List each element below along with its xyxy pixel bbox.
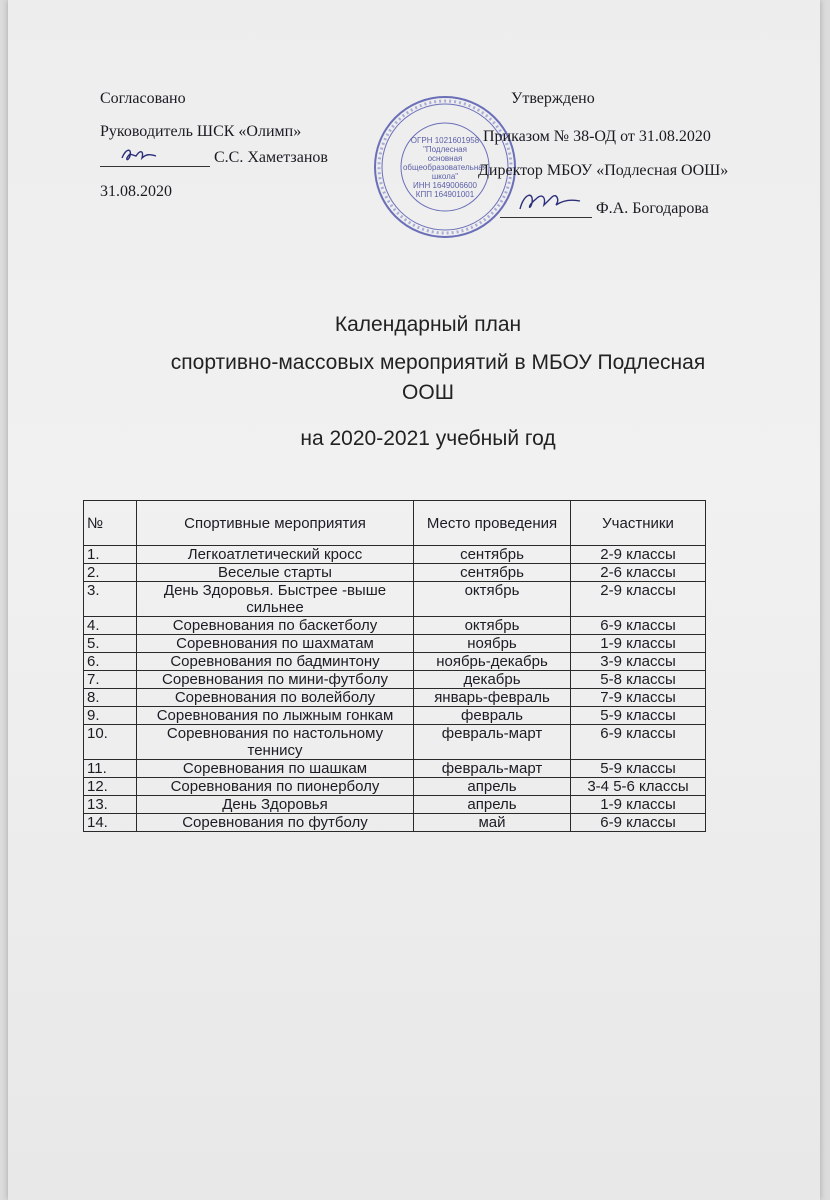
signature-icon (500, 189, 592, 215)
row-event: Соревнования по шашкам (137, 760, 414, 778)
table-row (84, 760, 706, 778)
row-num: 11. (84, 760, 137, 778)
row-participants: 7-9 классы (571, 689, 706, 707)
director-signature-row (500, 199, 709, 218)
table-row (84, 796, 706, 814)
row-place: сентябрь (414, 564, 571, 582)
row-event: Соревнования по футболу (137, 814, 414, 832)
row-place: октябрь (414, 617, 571, 635)
row-place: май (414, 814, 571, 832)
table-row (84, 564, 706, 582)
table-row (84, 653, 706, 671)
row-participants: 6-9 классы (571, 725, 706, 760)
title-line-2: спортивно-массовых мероприятий в МБОУ Подлесная (170, 351, 706, 374)
document-page (8, 0, 820, 1200)
row-num: 5. (84, 635, 137, 653)
row-participants: 1-9 классы (571, 635, 706, 653)
row-num: 3. (84, 582, 137, 617)
row-participants: 1-9 классы (571, 796, 706, 814)
col-place-header: Место проведения (414, 501, 571, 546)
col-event-header: Спортивные мероприятия (137, 501, 414, 546)
row-place: февраль-март (414, 760, 571, 778)
row-place: ноябрь (414, 635, 571, 653)
row-place: апрель (414, 796, 571, 814)
row-num: 10. (84, 725, 137, 760)
seal-line: ИНН 1649006600 (412, 180, 478, 190)
row-place: сентябрь (414, 546, 571, 564)
row-event: Соревнования по волейболу (137, 689, 414, 707)
row-place: апрель (414, 778, 571, 796)
title-line-1: Календарный план (334, 313, 522, 336)
approved-label: Утверждено (511, 90, 595, 107)
seal-line: школа" (431, 171, 459, 181)
title-line-3: ООШ (402, 381, 454, 404)
row-event: Соревнования по бадминтону (137, 653, 414, 671)
table-body (84, 546, 706, 832)
row-event: Соревнования по баскетболу (137, 617, 414, 635)
row-num: 9. (84, 707, 137, 725)
row-num: 1. (84, 546, 137, 564)
row-place: февраль (414, 707, 571, 725)
row-num: 6. (84, 653, 137, 671)
seal-line: КПП 164901001 (415, 189, 475, 199)
col-participants-header: Участники (571, 501, 706, 546)
row-num: 7. (84, 671, 137, 689)
table-row (84, 635, 706, 653)
seal-line: общеобразовательная (402, 162, 488, 172)
head-name: С.С. Хаметзанов (214, 149, 328, 166)
seal-line: ОГРН 1021601958 (410, 135, 480, 145)
row-participants: 2-9 классы (571, 582, 706, 617)
row-num: 4. (84, 617, 137, 635)
table-row (84, 582, 706, 617)
agreed-label: Согласовано (100, 90, 186, 107)
row-place: январь-февраль (414, 689, 571, 707)
table-row (84, 689, 706, 707)
head-title: Руководитель ШСК «Олимп» (100, 123, 302, 140)
row-event: Соревнования по шахматам (137, 635, 414, 653)
row-place: октябрь (414, 582, 571, 617)
row-participants: 2-6 классы (571, 564, 706, 582)
director-name: Ф.А. Богодарова (596, 200, 709, 217)
head-signature (100, 148, 210, 167)
head-date: 31.08.2020 (100, 183, 172, 200)
row-num: 13. (84, 796, 137, 814)
row-event: Соревнования по настольному теннису (137, 725, 414, 760)
row-num: 12. (84, 778, 137, 796)
row-place: ноябрь-декабрь (414, 653, 571, 671)
table-row (84, 671, 706, 689)
row-participants: 5-9 классы (571, 707, 706, 725)
director-signature (500, 199, 592, 218)
director-title: Директор МБОУ «Подлесная ООШ» (478, 162, 729, 179)
row-participants: 3-9 классы (571, 653, 706, 671)
row-event: День Здоровья. Быстрее -выше сильнее (137, 582, 414, 617)
table-row (84, 814, 706, 832)
signature-icon (100, 144, 210, 164)
table-row (84, 617, 706, 635)
row-participants: 2-9 классы (571, 546, 706, 564)
row-participants: 5-8 классы (571, 671, 706, 689)
col-num-header: № (84, 501, 137, 546)
row-num: 14. (84, 814, 137, 832)
events-table (83, 500, 706, 832)
row-participants: 6-9 классы (571, 617, 706, 635)
row-place: февраль-март (414, 725, 571, 760)
order-text: Приказом № 38-ОД от 31.08.2020 (483, 128, 711, 145)
row-num: 8. (84, 689, 137, 707)
row-event: Соревнования по мини-футболу (137, 671, 414, 689)
row-participants: 3-4 5-6 классы (571, 778, 706, 796)
table-row (84, 546, 706, 564)
row-place: декабрь (414, 671, 571, 689)
row-num: 2. (84, 564, 137, 582)
seal-line: "Подлесная (423, 144, 467, 154)
seal-line: основная (427, 153, 463, 163)
row-event: Соревнования по лыжным гонкам (137, 707, 414, 725)
table-row (84, 707, 706, 725)
table-row (84, 778, 706, 796)
table-row (84, 725, 706, 760)
row-event: Веселые старты (137, 564, 414, 582)
row-event: Соревнования по пионерболу (137, 778, 414, 796)
row-participants: 6-9 классы (571, 814, 706, 832)
title-line-4: на 2020-2021 учебный год (300, 427, 556, 450)
row-event: Легкоатлетический кросс (137, 546, 414, 564)
row-event: День Здоровья (137, 796, 414, 814)
table-header-row (84, 501, 706, 546)
head-signature-row (100, 148, 328, 167)
row-participants: 5-9 классы (571, 760, 706, 778)
